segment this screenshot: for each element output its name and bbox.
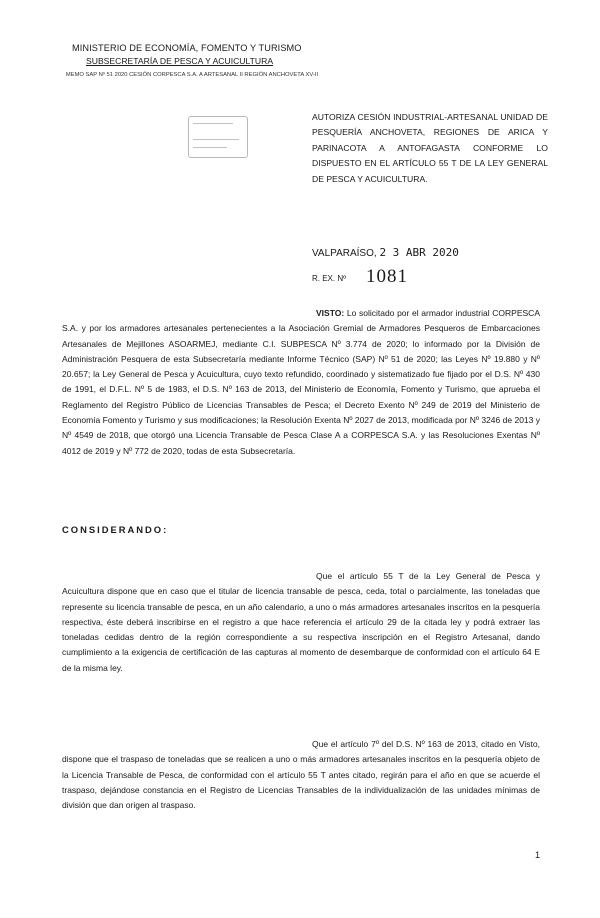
- visto-paragraph: [62, 306, 540, 459]
- ministry-header: MINISTERIO DE ECONOMÍA, FOMENTO Y TURISMO: [72, 43, 302, 53]
- place-date: [312, 246, 512, 259]
- official-stamp: [188, 116, 248, 158]
- considerando-1-text: Que el artículo 55 T de la Ley General de Pesca y Acuicultura dispone que en caso que el titular de licencia transable de pesca, ceda, total o parcialmente, las toneladas que represente su licencia transable de pesca, en un año calendario, a uno o más armadores artesanales inscritos en la pesquería respectiva, éste deberá inscribirse en el registro a que hace referencia el artículo 29 de la citada ley y podrá extraer las toneladas cedidas dentro de la región correspondiente a su respectiva inscripción en el Registro Artesanal, dando cumplimiento a la exigencia de certificación de las capturas al momento de desembarque de conformidad con el artículo 64 E de la misma ley.: [62, 571, 540, 673]
- resolution-number: [312, 266, 452, 290]
- subsecretaria-header: SUBSECRETARÍA DE PESCA Y ACUICULTURA: [86, 56, 274, 66]
- considerando-paragraph-1: [62, 569, 540, 676]
- resolution-title: AUTORIZA CESIÓN INDUSTRIAL-ARTESANAL UNIDAD DE PESQUERÍA ANCHOVETA, REGIONES DE ARICA Y PARINACOTA A ANTOFAGASTA CONFORME LO DISPUESTO EN EL ARTÍCULO 55 T DE LA LEY GENERAL DE PESCA Y ACUICULTURA.: [312, 112, 548, 184]
- considerando-heading: CONSIDERANDO:: [62, 524, 169, 535]
- place: VALPARAÍSO,: [312, 248, 377, 259]
- memo-reference: MEMO SAP Nº 51 2020 CESIÓN CORPESCA S.A. A ARTESANAL II REGIÓN ANCHOVETA XV-II: [65, 72, 319, 78]
- visto-text: Lo solicitado por el armador industrial CORPESCA S.A. y por los armadores artesanales pertenecientes a la Asociación Gremial de Armadores Pesqueros de Embarcaciones Artesanales de Mejillones ASOARMEJ, mediante C.I. SUBPESCA Nº 3.774 de 2020; lo informado por la División de Administración Pesquera de esta Subsecretaría mediante Informe Técnico (SAP) Nº 51 de 2020; las Leyes Nº 19.880 y Nº 20.657; la Ley General de Pesca y Acuicultura, cuyo texto refundido, coordinado y sistematizado fue fijado por el D.S. Nº 430 de 1991, el D.F.L. Nº 5 de 1983, el D.S. Nº 163 de 2013, del Ministerio de Economía, Fomento y Turismo, que aprueba el Reglamento del Registro Público de Licencias Transables de Pesca; el Decreto Exento Nº 249 de 2019 del Ministerio de Economía Fomento y Turismo y sus modificaciones; la Resolución Exenta Nº 2027 de 2013, modificada por Nº 3246 de 2013 y Nº 4549 de 2018, que otorgó una Licencia Transable de Pesca Clase A a CORPESCA S.A. y las Resoluciones Exentas Nº 4012 de 2019 y Nº 772 de 2020, todas de esta Subsecretaría.: [62, 308, 540, 456]
- resolution-date: 2 3 ABR 2020: [379, 246, 459, 259]
- rex-number: 1081: [366, 266, 408, 287]
- considerando-2-text: Que el artículo 7º del D.S. Nº 163 de 2013, citado en Visto, dispone que el traspaso de toneladas que se realicen a uno o más armadores artesanales inscritos en la pesquería objeto de la Licencia Transable de Pesca, de conformidad con el artículo 55 T antes citado, regirán para el año en que se acuerde el traspaso, dejándose constancia en el Registro de Licencias Transables de la individualización de las unidades mínimas de división que dan origen al traspaso.: [62, 739, 540, 811]
- page-number: 1: [535, 850, 541, 860]
- considerando-paragraph-2: [62, 737, 540, 813]
- visto-label: VISTO:: [316, 308, 345, 318]
- rex-label: R. EX. Nº: [312, 274, 347, 283]
